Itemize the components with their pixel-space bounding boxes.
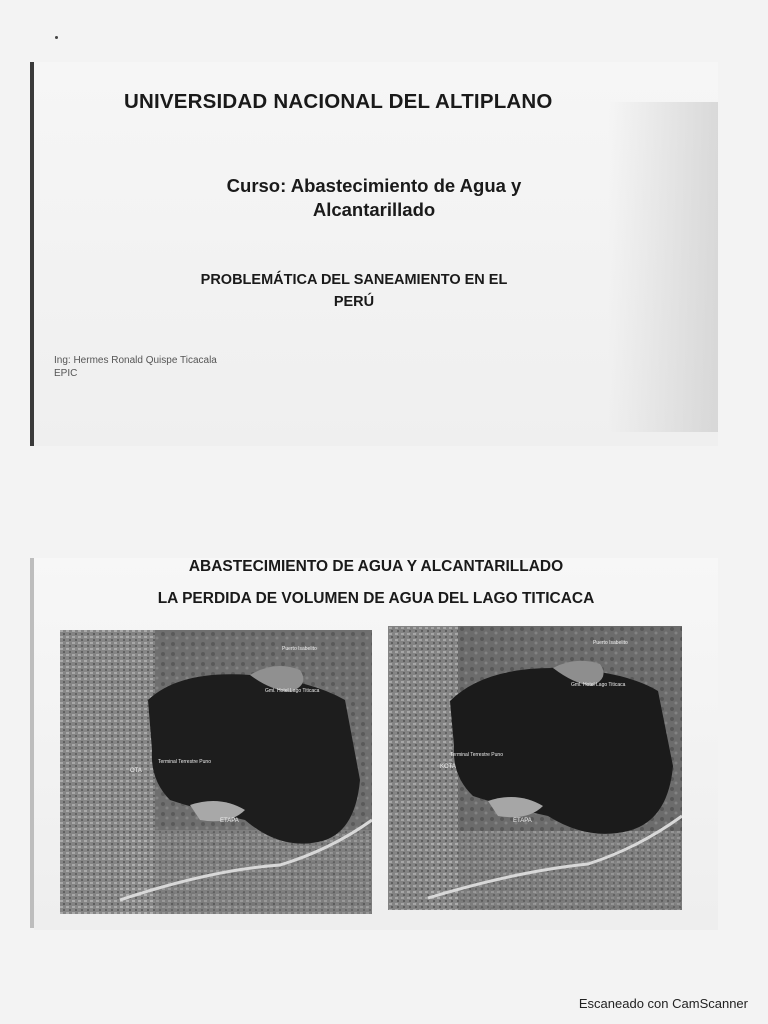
topic-line-2: PERÚ xyxy=(333,294,375,310)
slide-lake xyxy=(34,558,718,930)
map-right-label-terminal: Terminal Terrestre Puno xyxy=(450,752,503,758)
map-left-label-district: OTA xyxy=(130,768,142,774)
author-unit: EPIC xyxy=(54,368,78,379)
author-name: Ing: Hermes Ronald Quispe Ticacala xyxy=(54,355,217,366)
map-right-label-top: Puerto Isabelito xyxy=(593,640,628,646)
map-left-label-terminal: Terminal Terrestre Puno xyxy=(158,759,211,765)
topic-line-1: PROBLEMÁTICA DEL SANEAMIENTO EN EL xyxy=(200,272,508,288)
scan-speck xyxy=(55,36,58,39)
university-title: UNIVERSIDAD NACIONAL DEL ALTIPLANO xyxy=(124,90,553,113)
topic-title xyxy=(164,269,544,313)
map-right-label-etapa: ETAPA xyxy=(513,818,532,824)
satellite-map-right xyxy=(388,626,682,910)
map-right-label-district: KOTA xyxy=(440,764,456,770)
course-title xyxy=(164,174,584,222)
camscanner-watermark: Escaneado con CamScanner xyxy=(578,996,748,1011)
satellite-map-left xyxy=(60,630,372,914)
author-block xyxy=(54,354,217,380)
map-left-label-etapa: ETAPA xyxy=(220,818,239,824)
map-left-label-top: Puerto Isabelito xyxy=(282,646,317,652)
bleed-through-shadow xyxy=(608,102,718,432)
slide2-heading-2: LA PERDIDA DE VOLUMEN DE AGUA DEL LAGO TITICACA xyxy=(157,590,595,607)
map-right-label-hotel: Gml. Hotel Lago Titicaca xyxy=(571,682,626,688)
slide-title xyxy=(34,62,718,446)
slide2-heading-1: ABASTECIMIENTO DE AGUA Y ALCANTARILLADO xyxy=(188,558,564,575)
map-left-label-hotel: Gml. Hotel Lago Titicaca xyxy=(265,688,320,694)
course-line-1: Curso: Abastecimiento de Agua y xyxy=(226,175,522,196)
course-line-2: Alcantarillado xyxy=(312,199,436,220)
